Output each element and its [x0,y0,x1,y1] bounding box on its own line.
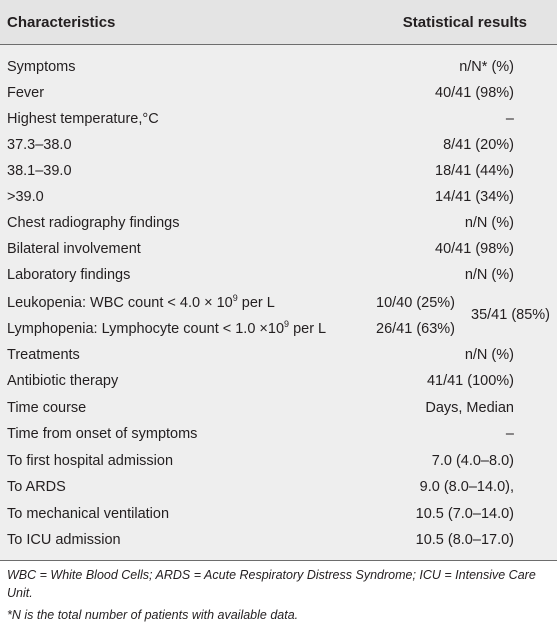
row-label: To ICU admission [7,532,121,548]
row-value: 14/41 (34%) [435,189,514,205]
table-row [0,368,557,394]
table-row [0,395,557,421]
row-value: – [505,111,514,127]
row-label: 37.3–38.0 [7,137,72,153]
footnote-n-definition: *N is the total number of patients with available data. [7,608,299,622]
footnote-abbreviations: WBC = White Blood Cells; ARDS = Acute Respiratory Distress Syndrome; ICU = Intensive Care Unit. [7,568,536,600]
table-row [0,158,557,184]
row-label: Time course [7,400,87,416]
row-value: Days, Median [425,400,514,416]
row-label: >39.0 [7,189,44,205]
row-value: 40/41 (98%) [435,241,514,257]
row-value: n/N (%) [464,215,514,231]
row-value: n/N (%) [464,267,514,283]
row-value: 9.0 (8.0–14.0), [419,479,514,495]
row-value: 10.5 (7.0–14.0) [415,506,514,522]
row-value: n/N (%) [464,347,514,363]
row-label: Leukopenia: WBC count < $4.0 \times 10^9$ per L [7,293,275,311]
row-label: Chest radiography findings [7,215,180,231]
row-label: Symptoms [7,59,76,75]
table-row [0,106,557,132]
table-row [0,132,557,158]
table-row [0,54,557,80]
table-row [0,448,557,474]
table-bottom-rule [0,560,557,561]
row-label: Bilateral involvement [7,241,141,257]
header-statistical-results: Statistical results [402,14,527,31]
row-value: 40/41 (98%) [435,85,514,101]
combined-lab-value: 35/41 (85%) [471,307,550,323]
header-characteristics: Characteristics [7,14,116,31]
row-value: 7.0 (4.0–8.0) [431,453,514,469]
row-value: 41/41 (100%) [426,373,514,389]
row-value: n/N* (%) [459,59,514,75]
row-label: Antibiotic therapy [7,373,119,389]
table-row [0,236,557,262]
row-label: To first hospital admission [7,453,174,469]
table-row [0,501,557,527]
row-label: Laboratory findings [7,267,131,283]
row-label: 38.1–39.0 [7,163,72,179]
table-row [0,262,557,288]
row-value: 26/41 (63%) [376,321,455,337]
row-value: 8/41 (20%) [443,137,514,153]
table-row [0,421,557,447]
header-rule [0,44,557,45]
table-row [0,474,557,500]
table-row [0,184,557,210]
row-label: Time from onset of symptoms [7,426,198,442]
row-value: 10/40 (25%) [376,295,455,311]
row-label: Highest temperature,°C [7,111,159,127]
row-value: – [505,426,514,442]
row-label: Lymphopenia: Lymphocyte count < $1.0 \times 10^9$ per L [7,319,327,337]
table-row [0,527,557,553]
row-label: To ARDS [7,479,66,495]
row-value: 10.5 (8.0–17.0) [415,532,514,548]
table-header [0,0,557,44]
table-row [0,342,557,368]
row-label: To mechanical ventilation [7,506,170,522]
row-label: Fever [7,85,45,101]
row-label: Treatments [7,347,80,363]
row-value: 18/41 (44%) [435,163,514,179]
table-row [0,210,557,236]
table-row [0,80,557,106]
